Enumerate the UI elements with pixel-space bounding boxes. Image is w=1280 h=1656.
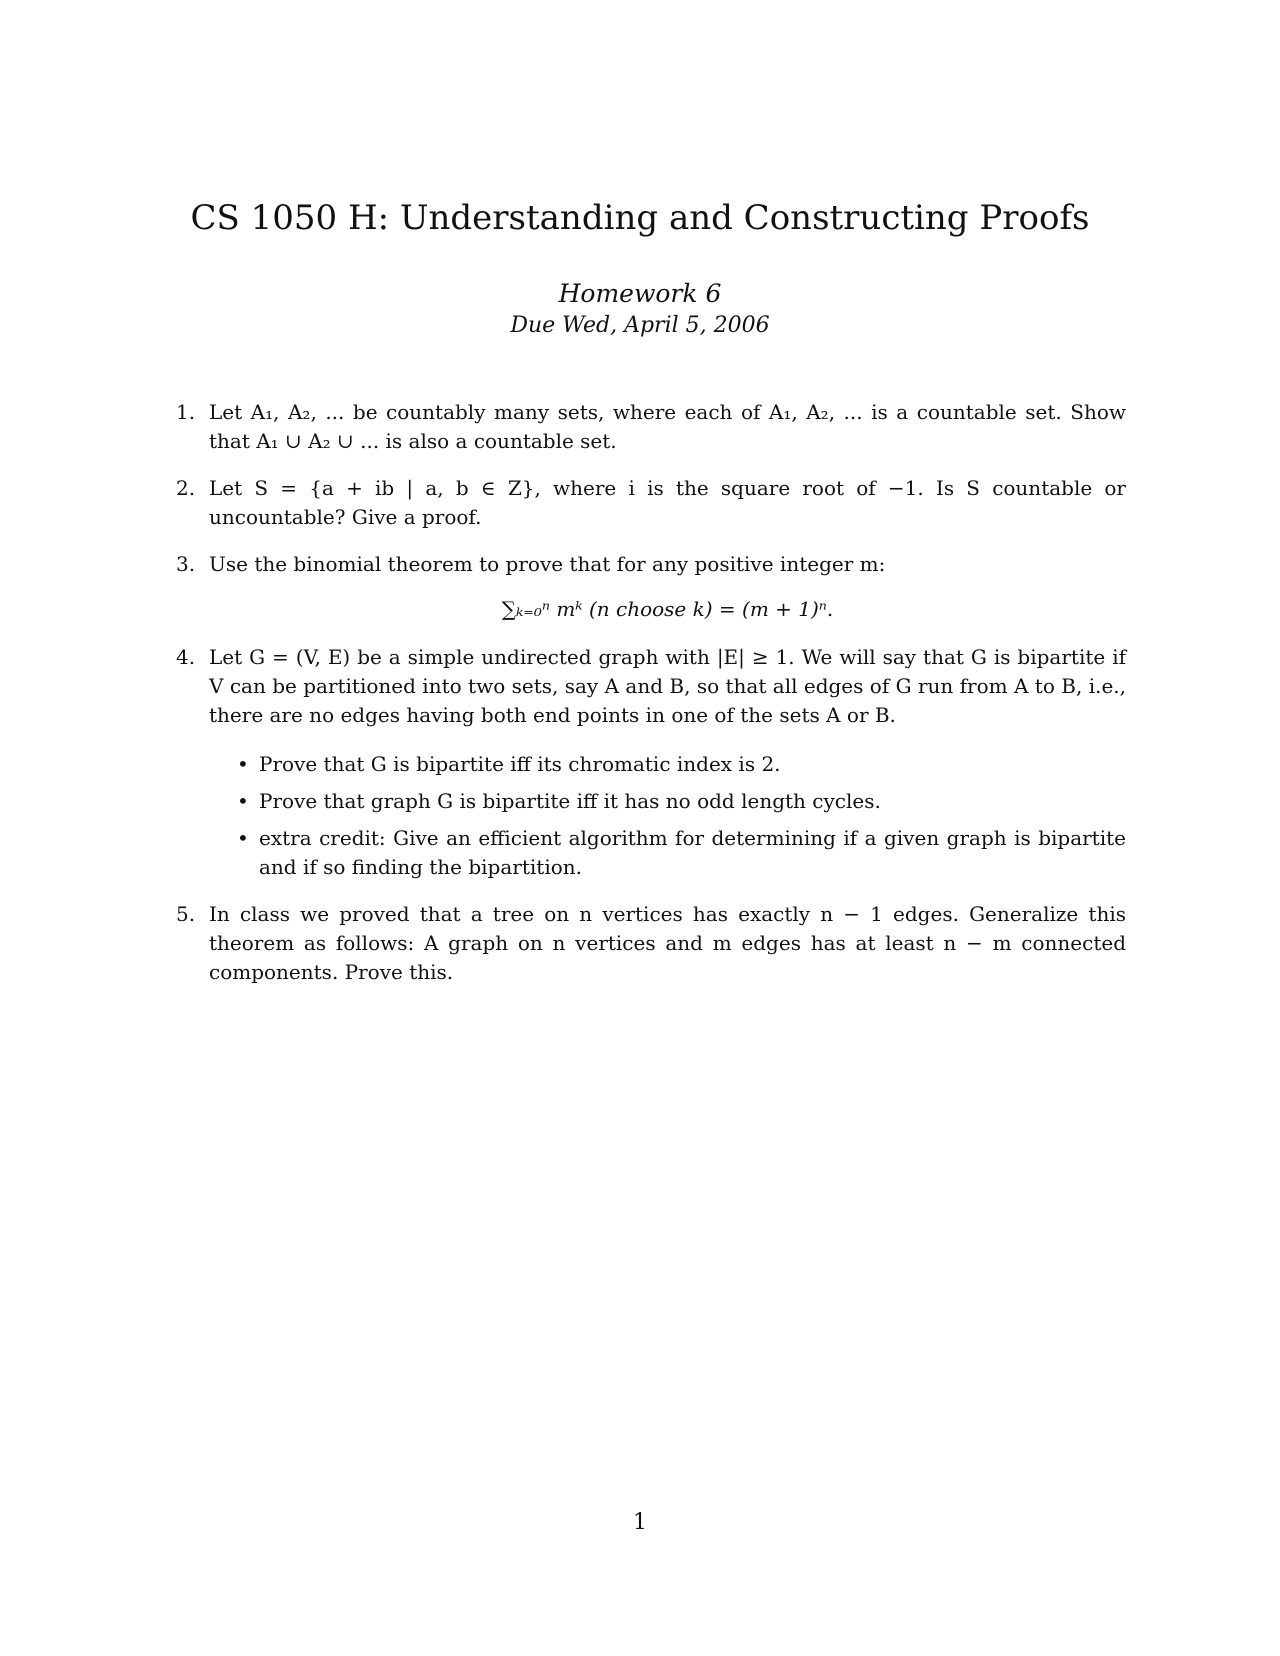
problem-text: Let S = {a + ib | a, b ∈ Z}, where i is the square root of −1. Is S countable or uncountable? Give a proof. bbox=[209, 476, 1126, 529]
problem-number: 4. bbox=[176, 645, 196, 669]
due-date: Due Wed, April 5, 2006 bbox=[510, 313, 770, 338]
problem-text: Use the binomial theorem to prove that for any positive integer m: bbox=[209, 552, 886, 576]
problem-1 bbox=[176, 398, 1126, 456]
problem-number: 3. bbox=[176, 552, 196, 576]
problem-number: 5. bbox=[176, 902, 196, 926]
homework-title: Homework 6 bbox=[558, 279, 722, 308]
problem-3 bbox=[176, 550, 1126, 621]
page-number: 1 bbox=[633, 1510, 647, 1535]
list-item: • Prove that G is bipartite iff its chromatic index is 2. bbox=[237, 750, 1126, 779]
problem-4 bbox=[176, 643, 1126, 882]
list-item: • Prove that graph G is bipartite iff it has no odd length cycles. bbox=[237, 787, 1126, 816]
problem-text: Let G = (V, E) be a simple undirected graph with |E| ≥ 1. We will say that G is bipartite if V can be partitioned into two sets, say A and B, so that all edges of G run from A to B, i.e., there are no edges having both end points in one of the sets A or B. bbox=[209, 645, 1126, 727]
problem-5 bbox=[176, 900, 1126, 987]
list-item: • extra credit: Give an efficient algorithm for determining if a given graph is bipartite and if so finding the bipartition. bbox=[237, 824, 1126, 882]
problem-list bbox=[176, 398, 1126, 1005]
binomial-formula: ∑ₖ₌₀ⁿ mᵏ (n choose k) = (m + 1)ⁿ. bbox=[501, 597, 834, 621]
bullet-list bbox=[209, 750, 1126, 882]
page-title: CS 1050 H: Understanding and Constructing Proofs bbox=[190, 198, 1090, 238]
problem-text: Let A₁, A₂, ... be countably many sets, where each of A₁, A₂, ... is a countable set. Show that A₁ ∪ A₂ ∪ ... is also a countable set. bbox=[209, 400, 1126, 453]
problem-text: In class we proved that a tree on n vertices has exactly n − 1 edges. Generalize this theorem as follows: A graph on n vertices and m edges has at least n − m connected components. Prove this. bbox=[209, 902, 1126, 984]
problem-2 bbox=[176, 474, 1126, 532]
problem-number: 1. bbox=[176, 400, 196, 424]
problem-number: 2. bbox=[176, 476, 196, 500]
